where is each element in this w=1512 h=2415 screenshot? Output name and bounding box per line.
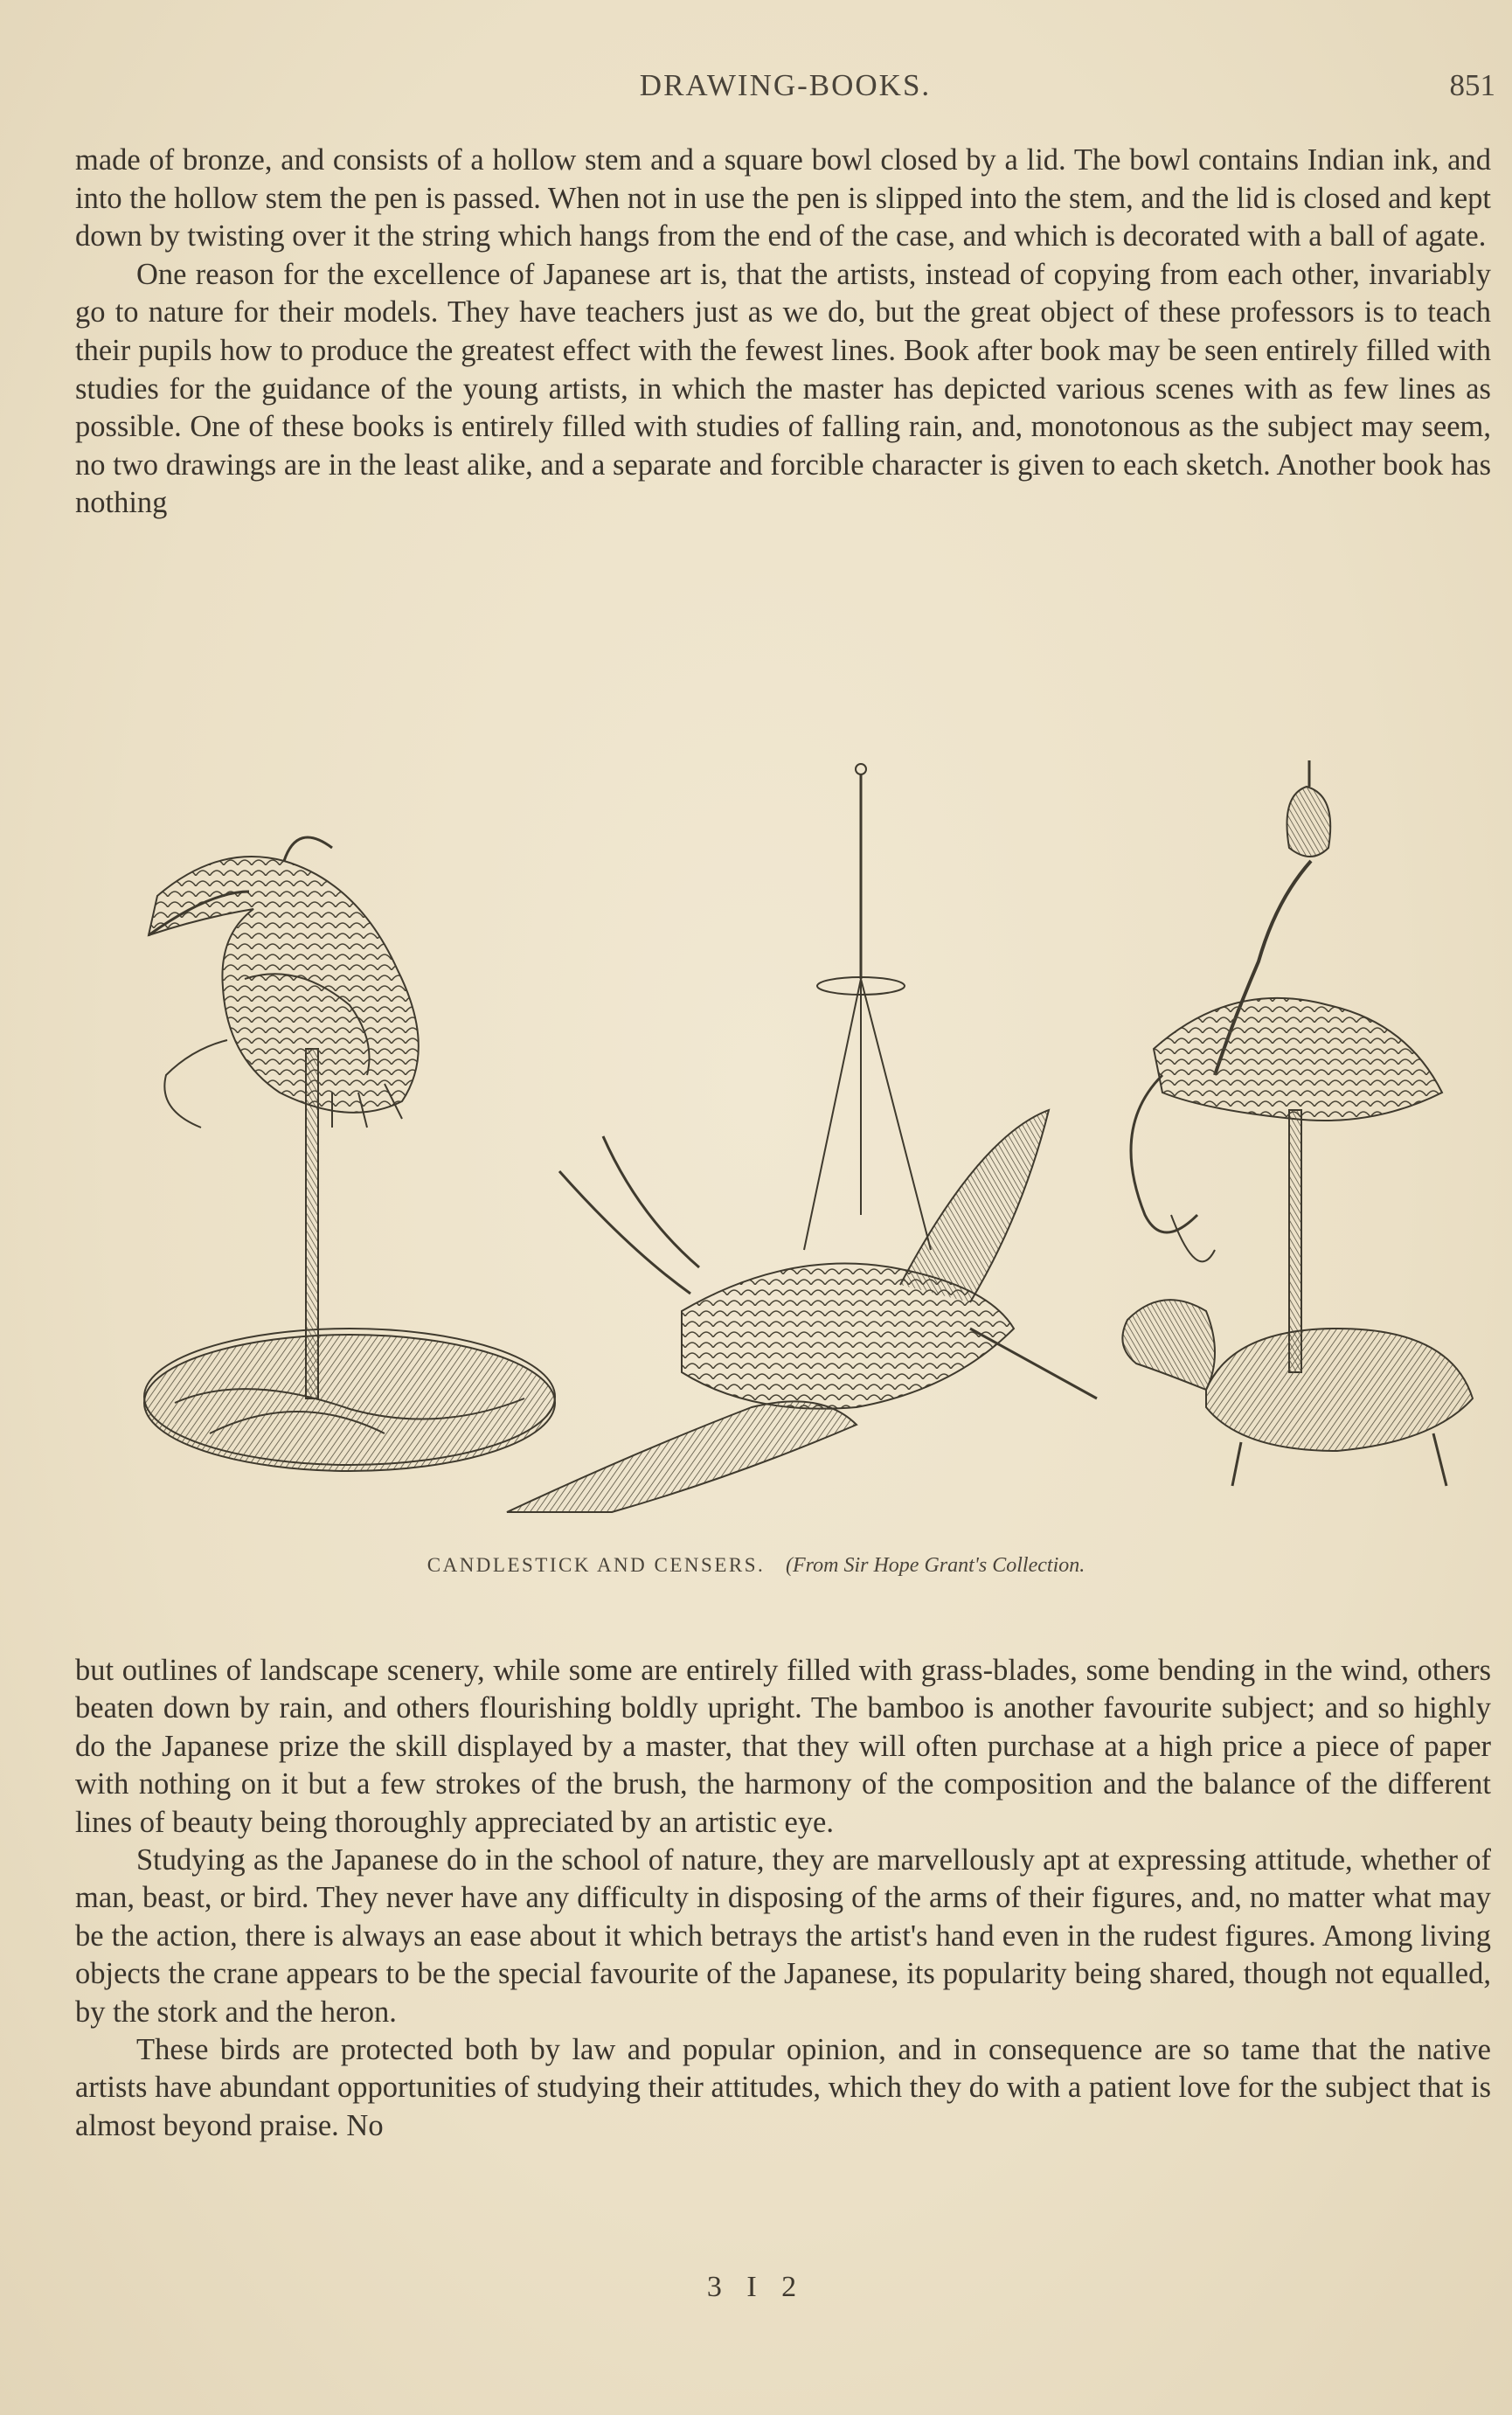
paragraph: These birds are protected both by law and popular opinion, and in consequence are so tame that the native artists have abundant opportunities of studying their attitudes, which they do with a patient love for the subject that is almost beyond praise. No	[75, 2033, 1491, 2142]
paragraph: Studying as the Japanese do in the school of nature, they are marvellously apt at expressing attitude, whether of man, beast, or bird. They never have any difficulty in disposing of the arms of their figures, and, no matter what may be the action, there is always an ease about it which betrays the artist's hand even in the rudest figures. Among living objects the crane appears to be the special favourite of the Japanese, its popularity being shared, though not equalled, by the stork and the heron.	[75, 1843, 1491, 2029]
paragraph: but outlines of landscape scenery, while some are entirely filled with grass-blades, some bending in the wind, others beaten down by rain, and others flourishing boldly upright. The bamboo is another favourite subject; and so highly do the Japanese prize the skill displayed by a master, that they will often purchase at a high price a piece of paper with nothing on it but a few strokes of the brush, the harmony of the composition and the balance of the different lines of beauty being thoroughly appreciated by an artistic eye.	[75, 1654, 1491, 1839]
signature-mark: 3 I 2	[706, 2271, 806, 2303]
paragraph: One reason for the excellence of Japanese art is, that the artists, instead of copying from each other, invariably go to nature for their models. They have teachers just as we do, but the great object of these professors is to teach their pupils how to produce the greatest effect with the fewest lines. Book after book may be seen entirely filled with studies for the guidance of the young artists, in which the master has depicted various scenes with as few lines as possible. One of these books is entirely filled with studies of falling rain, and, monotonous as the subject may seem, no two drawings are in the least alike, and a separate and forcible character is given to each sketch. Another book has nothing	[75, 257, 1491, 520]
crane-candlestick-illustration	[144, 837, 555, 1471]
text-block-bottom	[75, 1652, 1491, 2145]
paragraph: made of bronze, and consists of a hollow stem and a square bowl closed by a lid. The bowl contains Indian ink, and into the hollow stem the pen is passed. When not in use the pen is slipped into the stem, and the lid is closed and kept down by twisting over it the string which hangs from the end of the case, and which is decorated with a ball of agate.	[75, 143, 1491, 253]
hanging-censer-illustration	[507, 764, 1097, 1512]
caption-title: CANDLESTICK AND CENSERS.	[427, 1554, 766, 1576]
running-title: DRAWING-BOOKS.	[639, 68, 932, 102]
engraving-svg	[70, 760, 1486, 1530]
text-block-top	[75, 142, 1491, 523]
page-header	[75, 68, 1495, 112]
figure-caption	[0, 1554, 1512, 1578]
engraving-illustration	[70, 760, 1486, 1530]
crane-tortoise-candlestick-illustration	[1122, 760, 1473, 1486]
caption-source: (From Sir Hope Grant's Collection.	[786, 1554, 1085, 1577]
page-number: 851	[1449, 68, 1495, 102]
